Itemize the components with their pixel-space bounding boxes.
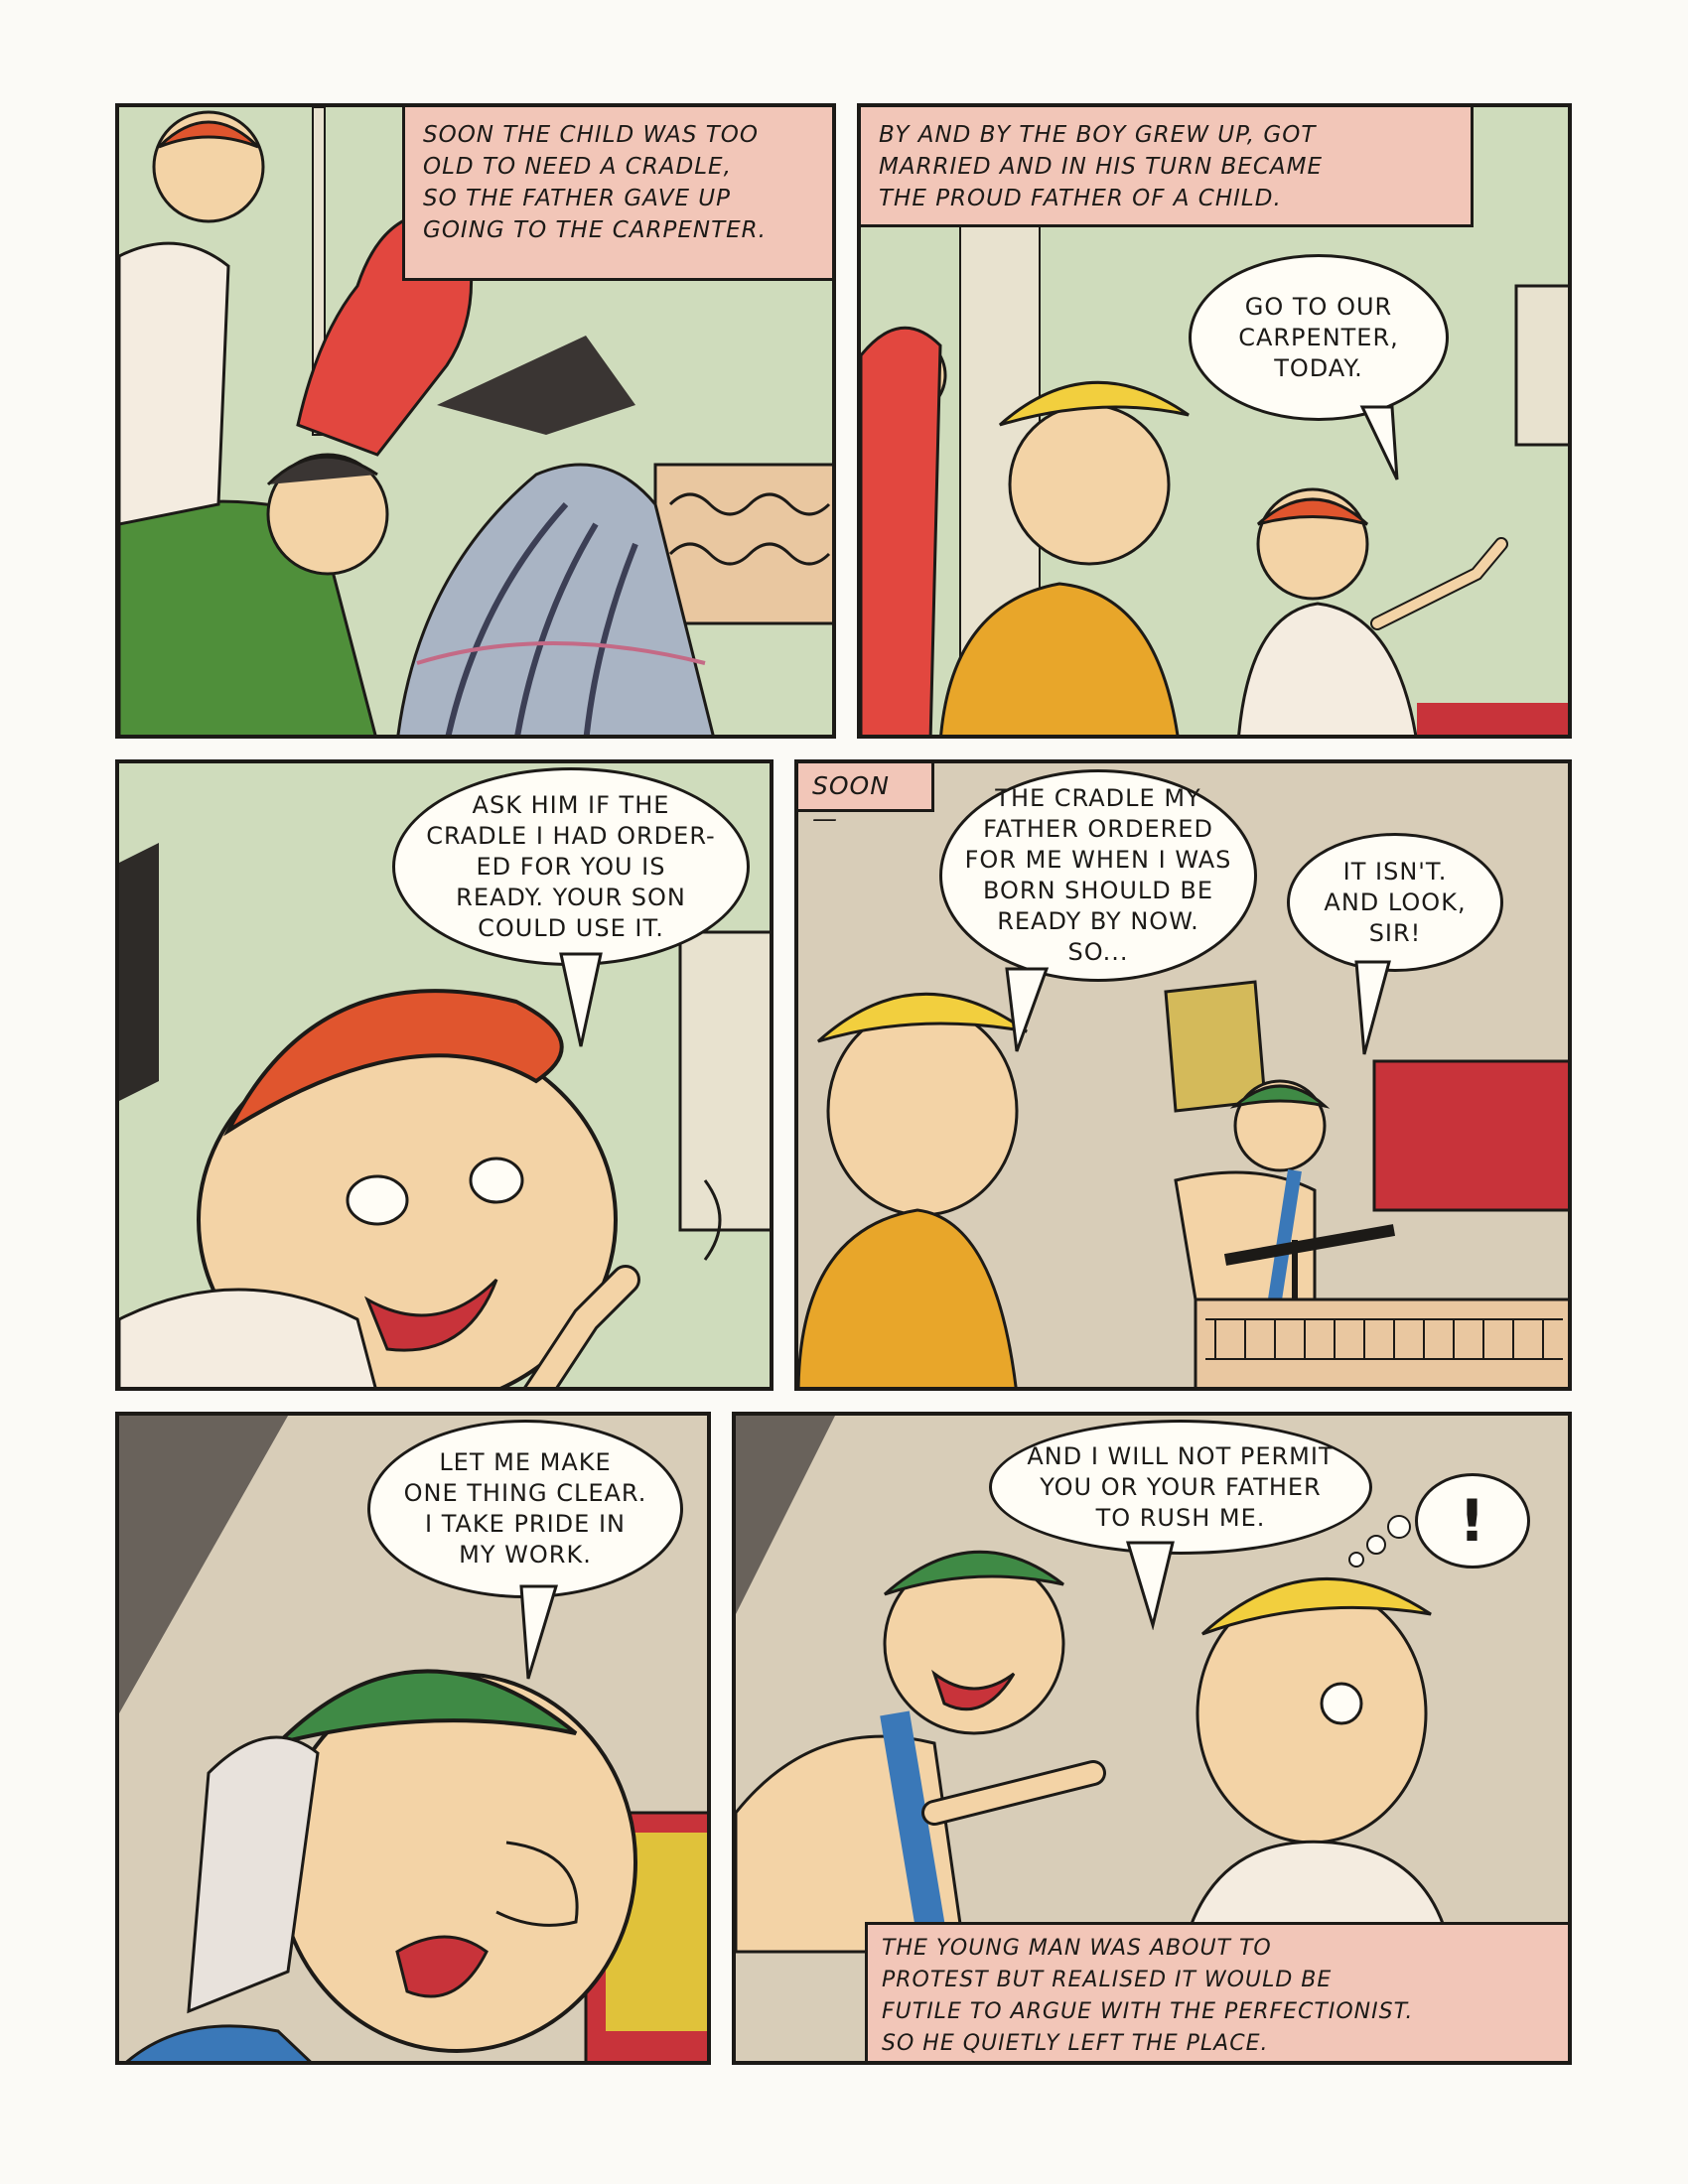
panel-6-thought-bubble: ! bbox=[1415, 1473, 1530, 1569]
panel-3-bubble-tail bbox=[556, 952, 616, 1051]
panel-4-bubble-tail-old-man bbox=[1354, 960, 1394, 1059]
panel-1-caption: SOON THE CHILD WAS TOO OLD TO NEED A CRADLE, SO THE FATHER GAVE UP GOING TO THE CARPENTER. bbox=[402, 104, 836, 281]
panel-2-caption: BY AND BY THE BOY GREW UP, GOT MARRIED AND IN HIS TURN BECAME THE PROUD FATHER OF A CHILD. bbox=[858, 104, 1474, 227]
panel-4 bbox=[794, 759, 1572, 1391]
panel-4-speech-bubble-young-man: THE CRADLE MY FATHER ORDERED FOR ME WHEN I WAS BORN SHOULD BE READY BY NOW. SO... bbox=[939, 769, 1257, 982]
panel-4-caption: SOON — bbox=[795, 760, 934, 812]
panel-5-bubble-tail bbox=[516, 1584, 566, 1684]
panel-2-speech-bubble: GO TO OUR CARPENTER, TODAY. bbox=[1189, 254, 1449, 421]
panel-3 bbox=[115, 759, 774, 1391]
panel-2-bubble-tail bbox=[1357, 405, 1407, 484]
panel-6-caption: THE YOUNG MAN WAS ABOUT TO PROTEST BUT REALISED IT WOULD BE FUTILE TO ARGUE WITH THE PERFECTIONIST. SO HE QUIETLY LEFT THE PLACE. bbox=[865, 1922, 1572, 2065]
panel-4-bubble-tail-young-man bbox=[997, 967, 1056, 1056]
panel-6-bubble-tail bbox=[1123, 1541, 1183, 1630]
panel-1 bbox=[115, 103, 836, 739]
panel-5-speech-bubble: LET ME MAKE ONE THING CLEAR. I TAKE PRIDE IN MY WORK. bbox=[367, 1420, 683, 1598]
panel-2 bbox=[857, 103, 1572, 739]
panel-6-speech-bubble: AND I WILL NOT PERMIT YOU OR YOUR FATHER TO RUSH ME. bbox=[989, 1420, 1372, 1555]
panel-4-speech-bubble-old-man: IT ISN'T. AND LOOK, SIR! bbox=[1287, 833, 1503, 972]
panel-3-speech-bubble: ASK HIM IF THE CRADLE I HAD ORDER- ED FOR YOU IS READY. YOUR SON COULD USE IT. bbox=[392, 767, 750, 966]
panel-6 bbox=[732, 1412, 1572, 2065]
panel-5 bbox=[115, 1412, 711, 2065]
